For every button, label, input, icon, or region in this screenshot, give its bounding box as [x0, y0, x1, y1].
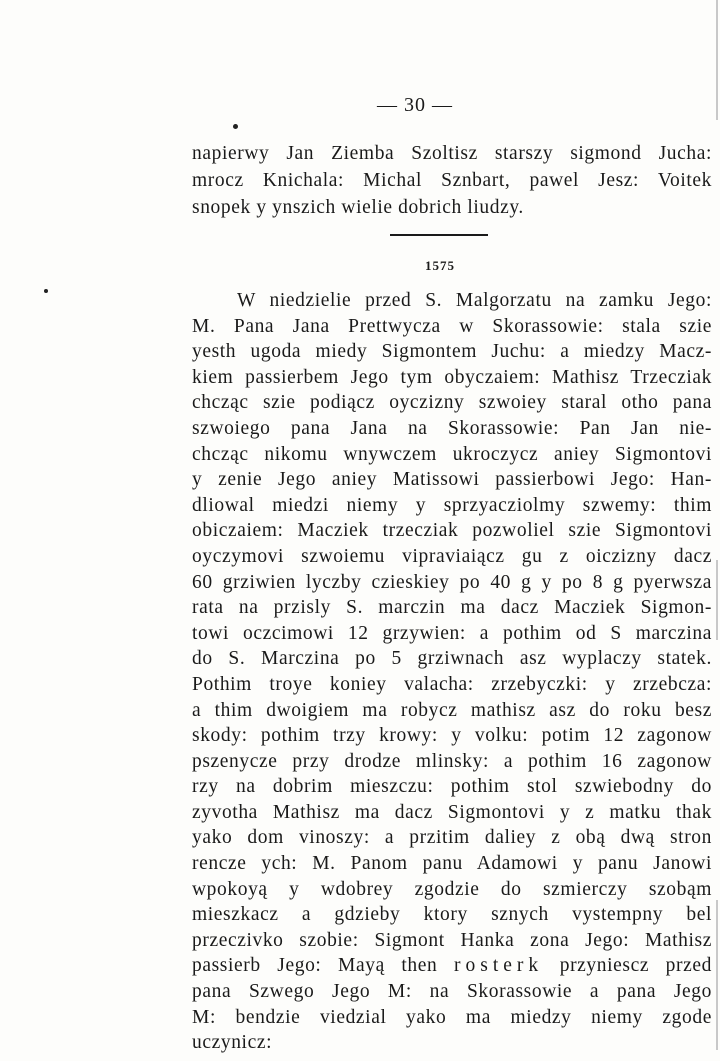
entry-year: 1575: [425, 258, 455, 273]
section-divider: [390, 234, 488, 236]
text-line: szwoiego pana Jana na Skorassowie: Pan Jan nie-: [192, 417, 712, 439]
text-line: M. Pana Jana Prettwycza w Skorassowie: stala szie: [192, 315, 712, 337]
intro-paragraph: [192, 140, 712, 221]
scan-edge-mark: [716, 900, 718, 1050]
text-line: mieszkacz a gdzieby ktory sznych vystempny bel: [192, 904, 712, 926]
text-line: napierwy Jan Ziemba Szoltisz starszy sigmond Jucha:: [192, 143, 712, 164]
text-line: pana Szwego Jego M: na Skorassowie a pana Jego: [192, 981, 712, 1003]
text-line: mrocz Knichala: Michal Sznbart, pawel Jesz: Voitek: [192, 170, 712, 191]
text-line: yesth ugoda miedy Sigmontem Juchu: a miedzy Macz-: [192, 341, 712, 363]
text-line: wpokoyą y wdobrey zgodzie do szmierczy szobąm: [192, 878, 712, 900]
text-line: W niedzielie przed S. Malgorzatu na zamku Jego:: [237, 290, 712, 311]
text-line: oyczymovi szwoiemu vipraviaiącz gu z oiczizny dacz: [192, 545, 712, 567]
text-line: przeczivko szobie: Sigmont Hanka zona Jego: Mathisz: [192, 929, 712, 951]
text-line: kiem passierbem Jego tym obyczaiem: Mathisz Trzecziak: [192, 366, 712, 388]
text-line: do S. Marczina po 5 grziwnach asz wyplaczy statek.: [192, 648, 712, 670]
text-line: snopek y ynszich wielie dobrich liudzy.: [192, 197, 524, 218]
text-line: chcząc nikomu wnywczem ukroczycz aniey Sigmontovi: [192, 443, 712, 465]
spaced-word: rosterk: [453, 955, 544, 977]
ink-speck: [44, 289, 48, 293]
text-line: towi oczcimowi 12 grzywien: a pothim od S marczina: [192, 622, 712, 644]
scan-edge-mark: [716, 560, 718, 640]
text-line-with-spaced-word: [192, 953, 712, 979]
text-line: Pothim troye koniey valacha: zrzebyczki: y zrzebcza:: [192, 673, 712, 695]
page-number: — 30 —: [377, 94, 453, 116]
text-line: y zenie Jego aniey Matissowi passierbowi Jego: Han-: [192, 469, 712, 491]
text-line: a thim dwoigiem ma robycz mathisz asz do roku besz: [192, 699, 712, 721]
scan-edge-mark: [716, 0, 718, 120]
text-fragment: przyniescz przed: [543, 955, 712, 977]
text-line: uczynicz:: [192, 1032, 273, 1054]
entry-paragraph: [192, 288, 712, 1056]
text-line: obiczaiem: Macziek trzecziak pozwoliel szie Sigmontovi: [192, 520, 712, 542]
text-line: skody: pothim trzy krowy: y volku: potim 12 zagonow: [192, 725, 712, 747]
text-line: 60 grziwien lyczby czieskiey po 40 g y po 8 g pyerwsza: [192, 571, 712, 593]
text-line: dliowal miedzi niemy y sprzyacziolmy szwemy: thim: [192, 494, 712, 516]
ink-speck: [233, 124, 238, 129]
text-line: zyvotha Mathisz ma dacz Sigmontovi y z matku thak: [192, 801, 712, 823]
text-line: rata na przisly S. marczin ma dacz Macziek Sigmon-: [192, 597, 712, 619]
text-fragment: passierb Jego: Mayą then: [192, 955, 454, 977]
text-line: rzy na dobrim mieszczu: pothim stol szwiebodny do: [192, 776, 712, 798]
text-line: chcząc szie podiącz oyczizny szwoiey staral otho pana: [192, 392, 712, 414]
text-line: pszenycze przy drodze mlinsky: a pothim 16 zagonow: [192, 750, 712, 772]
text-line: yako dom vinoszy: a przitim daliey z obą dwą stron: [192, 827, 712, 849]
text-line: rencze ych: M. Panom panu Adamowi y panu Janowi: [192, 853, 712, 875]
text-line: M: bendzie viedzial yako ma miedzy niemy zgode: [192, 1006, 712, 1028]
